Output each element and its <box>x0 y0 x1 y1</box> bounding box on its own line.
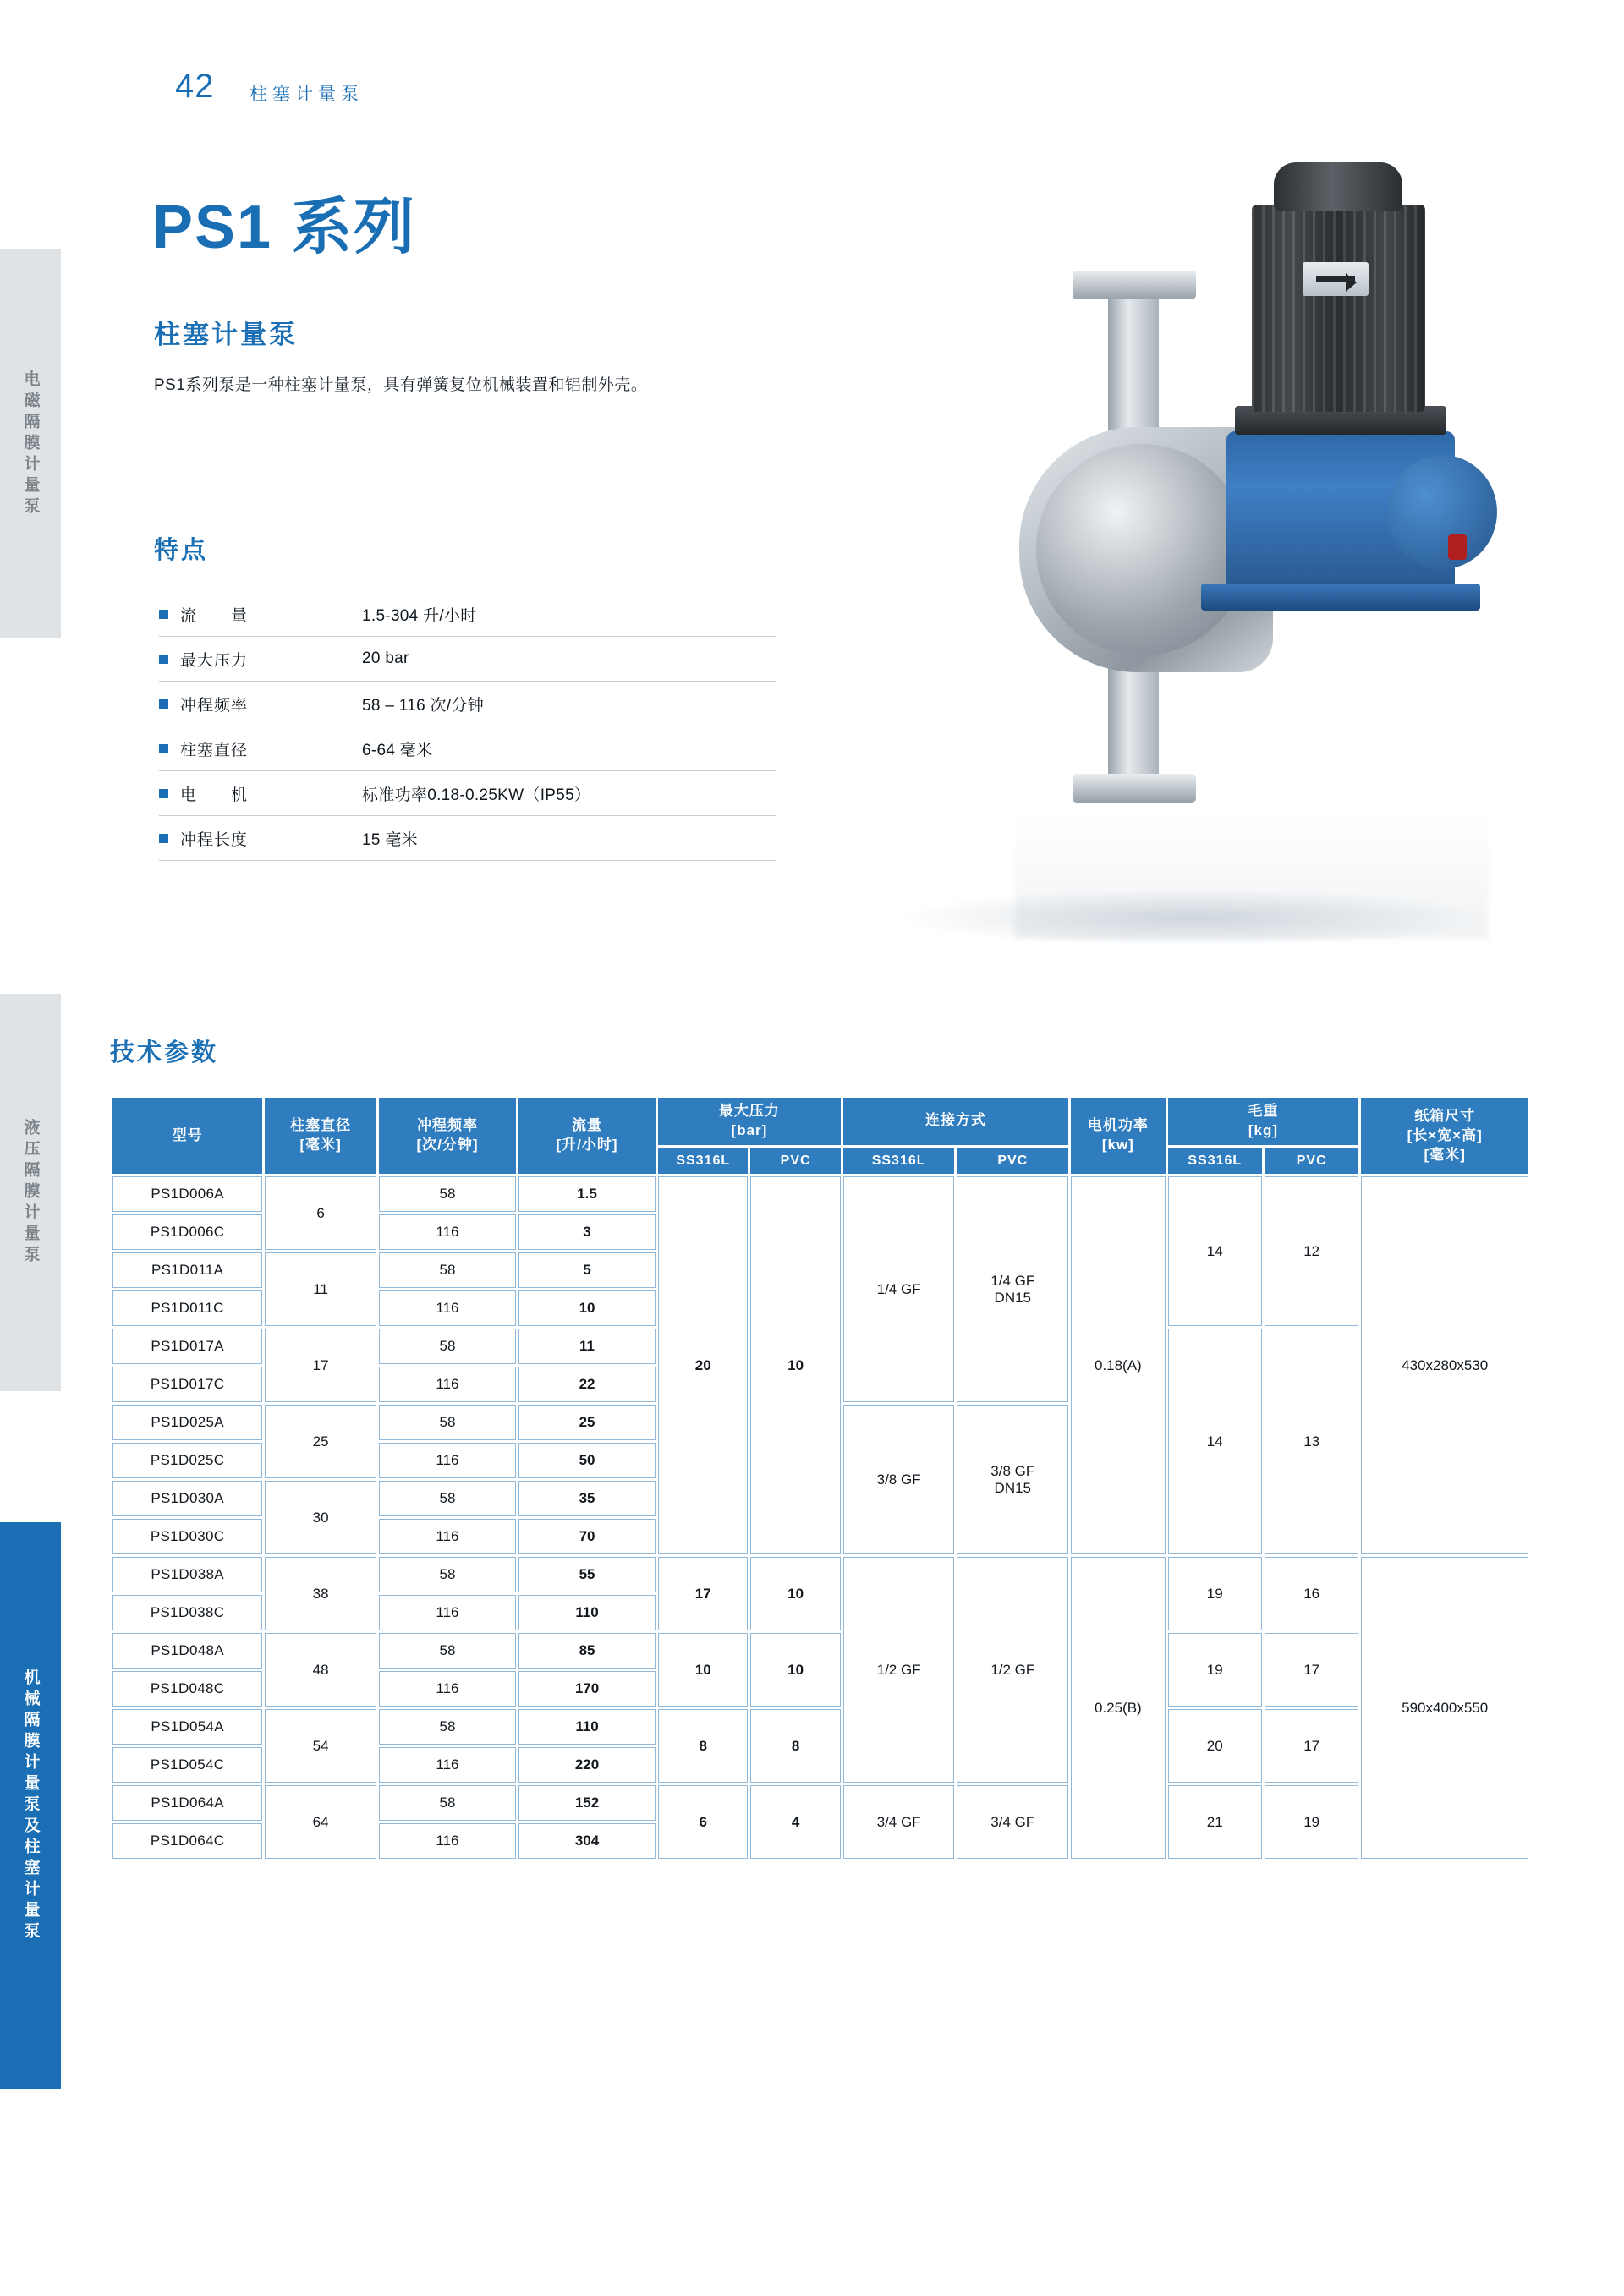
feature-label: 冲程频率 <box>180 696 249 715</box>
cell-frequency: 116 <box>379 1443 516 1478</box>
cell-model: PS1D011A <box>112 1252 262 1288</box>
cell-flow: 11 <box>518 1329 656 1364</box>
sidebar-item-label: 液压隔膜计量泵 <box>21 1118 40 1267</box>
product-subtitle: 柱塞计量泵 <box>154 320 298 349</box>
th-max-pressure: 最大压力 [bar] <box>658 1098 841 1145</box>
th-pressure-pvc: PVC <box>750 1148 840 1175</box>
gearbox-housing <box>1387 455 1497 569</box>
feature-label: 最大压力 <box>180 651 249 670</box>
cell-weight-pvc: 17 <box>1265 1709 1358 1783</box>
bullet-icon <box>159 744 168 753</box>
cell-frequency: 58 <box>379 1709 516 1745</box>
feature-label: 流 量 <box>180 606 249 625</box>
cell-model: PS1D006C <box>112 1214 262 1250</box>
cell-weight-pvc: 19 <box>1265 1785 1358 1859</box>
feature-label: 电 机 <box>180 786 249 804</box>
th-motor-power: 电机功率 [kw] <box>1071 1098 1165 1174</box>
cell-flow: 10 <box>518 1290 656 1326</box>
cell-weight-ss: 19 <box>1168 1633 1262 1707</box>
cell-frequency: 58 <box>379 1329 516 1364</box>
cell-flow: 50 <box>518 1443 656 1478</box>
cell-pressure-pvc: 10 <box>750 1633 840 1707</box>
product-title: PS1 系列 <box>152 194 417 261</box>
th-connection: 连接方式 <box>843 1098 1068 1145</box>
cell-connection-ss: 3/8 GF <box>843 1405 955 1554</box>
cell-pressure-ss: 17 <box>658 1557 748 1630</box>
cell-pressure-ss: 20 <box>658 1176 748 1554</box>
cell-flow: 220 <box>518 1747 656 1783</box>
cell-model: PS1D048C <box>112 1671 262 1707</box>
th-weight-ss316l: SS316L <box>1168 1148 1262 1175</box>
cell-motor-power: 0.25(B) <box>1071 1557 1165 1859</box>
cell-model: PS1D038A <box>112 1557 262 1592</box>
feature-row <box>159 816 776 861</box>
bullet-icon <box>159 655 168 664</box>
cell-pressure-pvc: 8 <box>750 1709 840 1783</box>
th-flow: 流量 [升/小时] <box>518 1098 656 1174</box>
cell-flow: 152 <box>518 1785 656 1821</box>
cell-model: PS1D064A <box>112 1785 262 1821</box>
table-row <box>112 1557 1528 1592</box>
cell-flow: 3 <box>518 1214 656 1250</box>
bullet-icon <box>159 834 168 843</box>
cell-frequency: 58 <box>379 1405 516 1440</box>
cell-weight-ss: 14 <box>1168 1329 1262 1554</box>
photo-reflection <box>1015 812 1489 939</box>
feature-value: 58 – 116 次/分钟 <box>362 696 485 715</box>
page-number: 42 <box>175 68 215 105</box>
th-connection-pvc: PVC <box>957 1148 1068 1175</box>
cell-flow: 110 <box>518 1595 656 1630</box>
cell-frequency: 58 <box>379 1176 516 1212</box>
adjustment-knob-icon <box>1448 534 1467 560</box>
sidebar-item-hydraulic[interactable] <box>0 994 61 1391</box>
feature-value: 标准功率0.18-0.25KW（IP55） <box>362 786 591 804</box>
cell-weight-pvc: 17 <box>1265 1633 1358 1707</box>
feature-value: 15 毫米 <box>362 830 418 849</box>
th-connection-ss316l: SS316L <box>843 1148 955 1175</box>
cell-connection-pvc: 3/4 GF <box>957 1785 1068 1859</box>
cell-connection-ss: 3/4 GF <box>843 1785 955 1859</box>
th-pressure-ss316l: SS316L <box>658 1148 748 1175</box>
th-carton-size: 纸箱尺寸 [长×宽×高] [毫米] <box>1361 1098 1528 1174</box>
motor-fan-cover <box>1274 162 1402 211</box>
cell-pressure-pvc: 10 <box>750 1557 840 1630</box>
cell-frequency: 116 <box>379 1214 516 1250</box>
cell-pressure-pvc: 4 <box>750 1785 840 1859</box>
cell-weight-ss: 21 <box>1168 1785 1262 1859</box>
feature-value: 1.5-304 升/小时 <box>362 606 477 625</box>
feature-row <box>159 592 776 637</box>
outlet-flange <box>1073 774 1196 803</box>
cell-motor-power: 0.18(A) <box>1071 1176 1165 1554</box>
cell-diameter: 25 <box>265 1405 376 1478</box>
feature-value: 6-64 毫米 <box>362 741 433 759</box>
cell-weight-ss: 20 <box>1168 1709 1262 1783</box>
cell-diameter: 38 <box>265 1557 376 1630</box>
cell-model: PS1D054C <box>112 1747 262 1783</box>
cell-connection-pvc: 1/2 GF <box>957 1557 1068 1783</box>
cell-carton: 430x280x530 <box>1361 1176 1528 1554</box>
cell-weight-ss: 19 <box>1168 1557 1262 1630</box>
bullet-icon <box>159 699 168 709</box>
cell-frequency: 116 <box>379 1671 516 1707</box>
cell-frequency: 116 <box>379 1367 516 1402</box>
motor-cooling-fins <box>1252 205 1425 412</box>
cell-connection-pvc: 3/8 GF DN15 <box>957 1405 1068 1554</box>
cell-flow: 70 <box>518 1519 656 1554</box>
cell-diameter: 17 <box>265 1329 376 1402</box>
cell-weight-pvc: 13 <box>1265 1329 1358 1554</box>
tech-heading: 技术参数 <box>110 1039 219 1066</box>
cell-diameter: 6 <box>265 1176 376 1250</box>
feature-row <box>159 637 776 682</box>
sidebar-item-mechanical[interactable] <box>0 1522 61 2089</box>
th-stroke-frequency: 冲程频率 [次/分钟] <box>379 1098 516 1174</box>
cell-model: PS1D038C <box>112 1595 262 1630</box>
cell-frequency: 116 <box>379 1290 516 1326</box>
cell-model: PS1D048A <box>112 1633 262 1669</box>
cell-weight-ss: 14 <box>1168 1176 1262 1326</box>
cell-model: PS1D064C <box>112 1823 262 1859</box>
cell-flow: 55 <box>518 1557 656 1592</box>
product-intro: PS1系列泵是一种柱塞计量泵，具有弹簧复位机械装置和铝制外壳。 <box>154 376 648 394</box>
cell-pressure-ss: 8 <box>658 1709 748 1783</box>
feature-label: 冲程长度 <box>180 830 249 849</box>
cell-frequency: 58 <box>379 1252 516 1288</box>
cell-weight-pvc: 12 <box>1265 1176 1358 1326</box>
sidebar-item-label: 机械隔膜计量泵及柱塞计量泵 <box>21 1668 40 1943</box>
arrow-right-icon <box>1316 276 1355 282</box>
cell-diameter: 11 <box>265 1252 376 1326</box>
cell-frequency: 58 <box>379 1785 516 1821</box>
features-heading: 特点 <box>154 537 209 564</box>
cell-diameter: 54 <box>265 1709 376 1783</box>
th-plunger-diameter: 柱塞直径 [毫米] <box>265 1098 376 1174</box>
cell-flow: 304 <box>518 1823 656 1859</box>
cell-flow: 170 <box>518 1671 656 1707</box>
cell-flow: 35 <box>518 1481 656 1516</box>
cell-flow: 1.5 <box>518 1176 656 1212</box>
feature-value: 20 bar <box>362 649 409 667</box>
cell-diameter: 30 <box>265 1481 376 1554</box>
cell-flow: 110 <box>518 1709 656 1745</box>
cell-model: PS1D017C <box>112 1367 262 1402</box>
pump-head-disc <box>1036 444 1248 655</box>
product-photo <box>863 144 1531 973</box>
cell-model: PS1D030C <box>112 1519 262 1554</box>
cell-frequency: 116 <box>379 1595 516 1630</box>
cell-frequency: 58 <box>379 1557 516 1592</box>
cell-pressure-ss: 10 <box>658 1633 748 1707</box>
cell-flow: 22 <box>518 1367 656 1402</box>
cell-model: PS1D054A <box>112 1709 262 1745</box>
th-gross-weight: 毛重 [kg] <box>1168 1098 1359 1145</box>
cell-model: PS1D025C <box>112 1443 262 1478</box>
cell-frequency: 116 <box>379 1747 516 1783</box>
cell-connection-ss: 1/4 GF <box>843 1176 955 1402</box>
section-title: 柱塞计量泵 <box>250 85 364 104</box>
motor-nameplate <box>1303 262 1369 296</box>
cell-flow: 5 <box>518 1252 656 1288</box>
th-model: 型号 <box>112 1098 262 1174</box>
features-list <box>159 592 776 861</box>
inlet-pipe <box>1108 292 1159 436</box>
cell-weight-pvc: 16 <box>1265 1557 1358 1630</box>
bullet-icon <box>159 789 168 798</box>
table-row <box>112 1633 1528 1669</box>
cell-flow: 25 <box>518 1405 656 1440</box>
table-row <box>112 1176 1528 1212</box>
cell-frequency: 58 <box>379 1633 516 1669</box>
cell-model: PS1D017A <box>112 1329 262 1364</box>
cell-pressure-ss: 6 <box>658 1785 748 1859</box>
feature-row <box>159 726 776 771</box>
bullet-icon <box>159 610 168 619</box>
cell-diameter: 48 <box>265 1633 376 1707</box>
cell-frequency: 116 <box>379 1823 516 1859</box>
cell-model: PS1D030A <box>112 1481 262 1516</box>
th-weight-pvc: PVC <box>1265 1148 1358 1175</box>
inlet-flange <box>1073 271 1196 299</box>
cell-model: PS1D006A <box>112 1176 262 1212</box>
cell-connection-ss: 1/2 GF <box>843 1557 955 1783</box>
cell-model: PS1D025A <box>112 1405 262 1440</box>
cell-flow: 85 <box>518 1633 656 1669</box>
cell-pressure-pvc: 10 <box>750 1176 840 1554</box>
spec-table <box>110 1095 1531 1861</box>
table-row <box>112 1709 1528 1745</box>
cell-diameter: 64 <box>265 1785 376 1859</box>
gearbox-base <box>1201 584 1480 611</box>
feature-row <box>159 682 776 726</box>
table-row <box>112 1785 1528 1821</box>
cell-carton: 590x400x550 <box>1361 1557 1528 1859</box>
feature-label: 柱塞直径 <box>180 741 249 759</box>
sidebar-item-electromagnetic[interactable] <box>0 249 61 638</box>
outlet-pipe <box>1108 655 1159 782</box>
sidebar-item-label: 电磁隔膜计量泵 <box>21 370 40 518</box>
cell-frequency: 58 <box>379 1481 516 1516</box>
cell-connection-pvc: 1/4 GF DN15 <box>957 1176 1068 1402</box>
cell-frequency: 116 <box>379 1519 516 1554</box>
feature-row <box>159 771 776 816</box>
cell-model: PS1D011C <box>112 1290 262 1326</box>
sidebar-tabs <box>0 0 68 2296</box>
